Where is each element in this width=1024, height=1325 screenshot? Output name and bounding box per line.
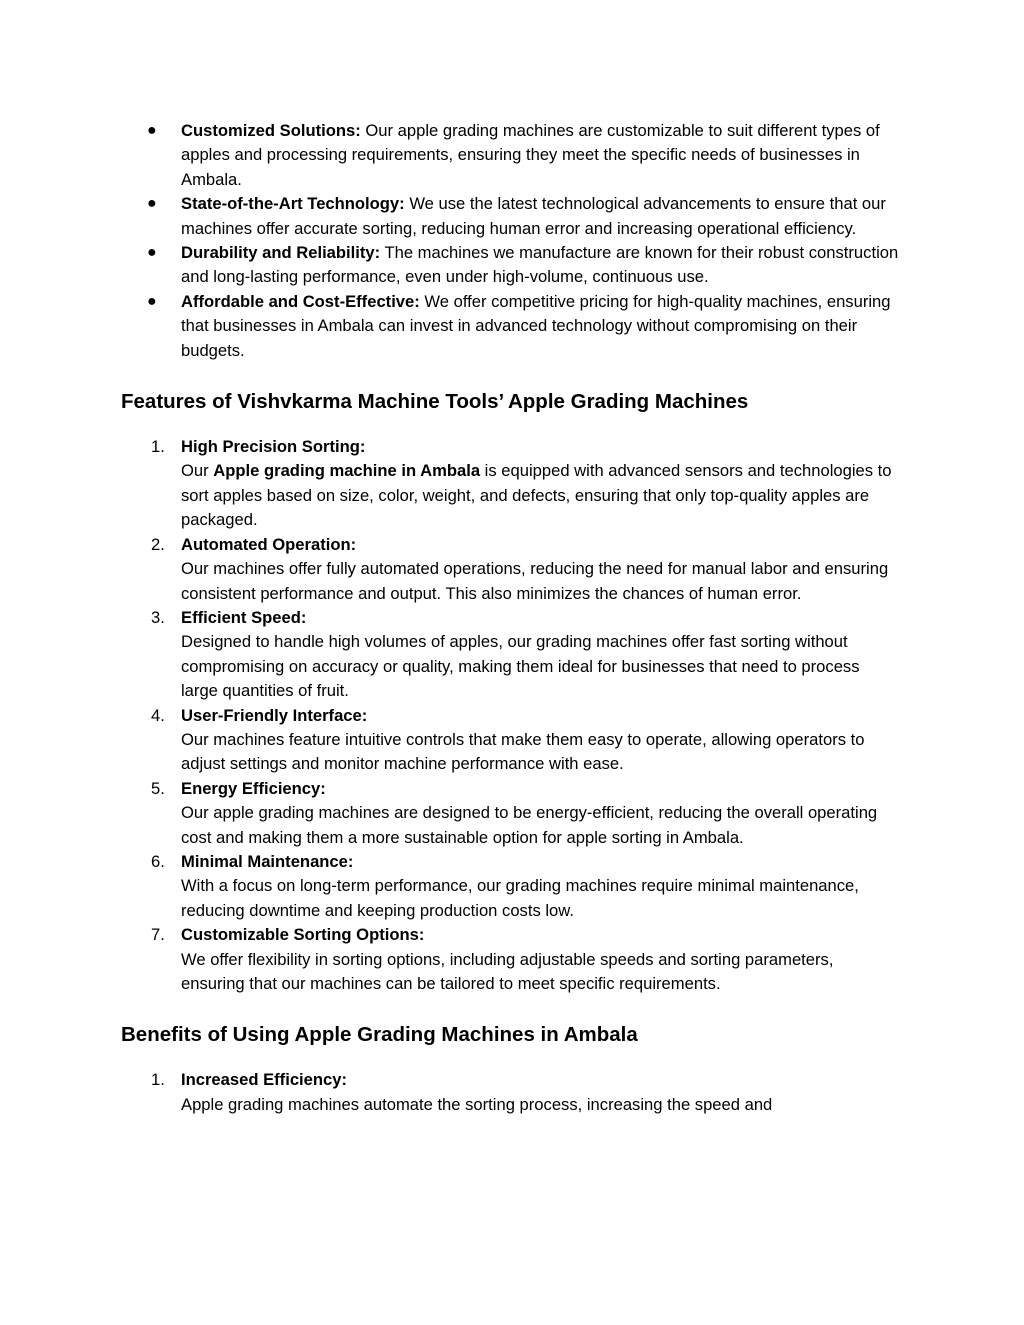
feature-text: Our apple grading machines are designed to be energy-efficient, reducing the overall operating cost and making them a more sustainable option for apple sorting in Ambala.: [181, 803, 878, 847]
list-number: 3.: [151, 607, 165, 627]
bullet-icon: ●: [147, 122, 157, 139]
feature-text: is equipped with advanced sensors and technologies to sort apples based on size, color, weight, and defects, ensuring that only top-quality apples are packaged.: [181, 461, 892, 530]
bullet-icon: ●: [147, 195, 157, 213]
bullet-title: State-of-the-Art Technology:: [181, 194, 405, 214]
feature-title: High Precision Sorting:: [181, 437, 366, 457]
feature-text-prefix: Our: [181, 461, 214, 481]
feature-text: Our machines offer fully automated operations, reducing the need for manual labor and ensuring consistent performance and output. This also minimizes the chances of human error.: [181, 559, 889, 603]
feature-title: User-Friendly Interface:: [181, 705, 368, 725]
feature-title: Energy Efficiency:: [181, 778, 326, 798]
feature-title: Minimal Maintenance:: [181, 851, 354, 871]
benefit-title: Increased Efficiency:: [181, 1070, 348, 1090]
feature-title: Efficient Speed:: [181, 607, 307, 627]
bullet-title: Affordable and Cost-Effective:: [181, 291, 420, 311]
list-number: 6.: [151, 851, 165, 871]
feature-keyword: Apple grading machine in Ambala: [213, 461, 481, 481]
feature-text: Our machines feature intuitive controls that make them easy to operate, allowing operators to adjust settings and monitor machine performance with ease.: [181, 729, 865, 774]
feature-title: Customizable Sorting Options:: [181, 925, 425, 945]
feature-item: [121, 533, 901, 606]
advantages-bullet-list: [121, 119, 901, 363]
benefits-numbered-list: [121, 1068, 901, 1117]
feature-text: With a focus on long-term performance, our grading machines require minimal maintenance, reducing downtime and keeping production costs low.: [181, 876, 859, 920]
list-number: 1.: [151, 437, 165, 457]
list-number: 7.: [151, 925, 165, 945]
feature-item: [121, 850, 901, 923]
bullet-item: [121, 290, 901, 363]
list-number: 1.: [151, 1070, 165, 1090]
feature-text: Designed to handle high volumes of apples, our grading machines offer fast sorting without compromising on accuracy or quality, making them ideal for businesses that need to process large quantities of fruit.: [181, 632, 860, 701]
bullet-text: The machines we manufacture are known for their robust construction and long-lasting performance, even under high-volume, continuous use.: [181, 243, 899, 287]
feature-item: [121, 435, 901, 533]
feature-text: We offer flexibility in sorting options, including adjustable speeds and sorting parameters, ensuring that our machines can be tailored to meet specific requirements.: [181, 949, 834, 993]
bullet-item: [121, 119, 901, 192]
benefits-heading: Benefits of Using Apple Grading Machines in Ambala: [121, 1023, 638, 1047]
feature-title: Automated Operation:: [181, 534, 357, 554]
bullet-title: Durability and Reliability:: [181, 243, 381, 263]
feature-item: [121, 606, 901, 704]
list-number: 4.: [151, 705, 165, 725]
list-number: 5.: [151, 778, 165, 798]
features-heading: Features of Vishvkarma Machine Tools’ Apple Grading Machines: [121, 390, 749, 414]
feature-item: [121, 923, 901, 996]
benefit-item: [121, 1068, 901, 1117]
bullet-icon: ●: [147, 244, 157, 262]
bullet-item: [121, 192, 901, 241]
bullet-title: Customized Solutions:: [181, 121, 361, 140]
feature-item: [121, 777, 901, 850]
bullet-icon: ●: [147, 292, 157, 310]
bullet-text: We use the latest technological advancements to ensure that our machines offer accurate sorting, reducing human error and increasing operational efficiency.: [181, 194, 886, 238]
document-content: [121, 119, 901, 1117]
feature-item: [121, 704, 901, 777]
list-number: 2.: [151, 534, 165, 554]
bullet-text: We offer competitive pricing for high-quality machines, ensuring that businesses in Ambala can invest in advanced technology without compromising on their budgets.: [181, 291, 891, 360]
bullet-item: [121, 241, 901, 290]
benefit-text: Apple grading machines automate the sorting process, increasing the speed and: [181, 1094, 773, 1114]
bullet-text: Our apple grading machines are customizable to suit different types of apples and processing requirements, ensuring they meet the specific needs of businesses in Ambala.: [181, 121, 880, 189]
features-numbered-list: [121, 435, 901, 996]
